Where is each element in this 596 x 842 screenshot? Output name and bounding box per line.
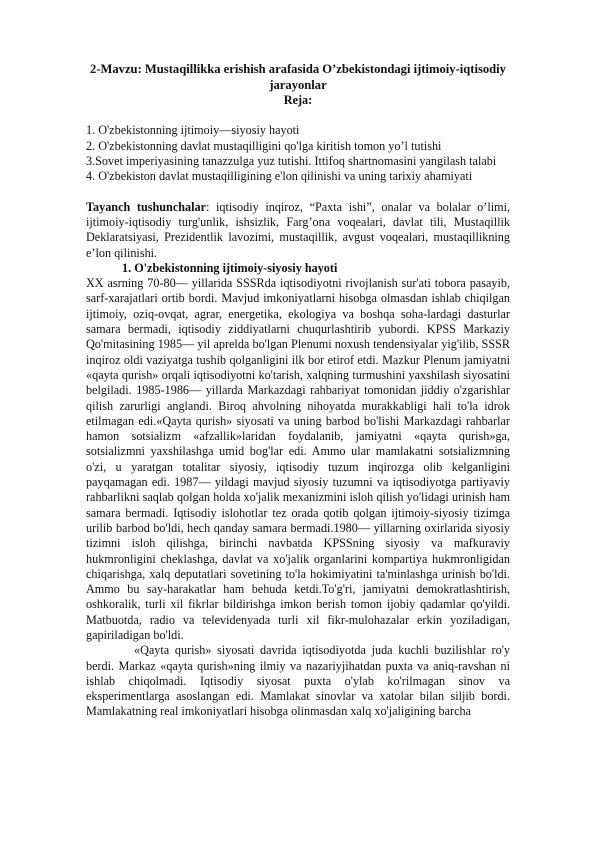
section-heading: 1. O'zbekistonning ijtimoiy-siyosiy hayoti <box>122 260 338 275</box>
key-concepts-label: Tayanch tushunchalar <box>86 199 206 214</box>
body-paragraph: XX asrning 70-80— yillarida SSSRda iqtisodiyotni rivojlanish sur'ati tobora pasayib, sarf-xarajatlari ortib bordi. Mavjud imkoniyatlarni hisobga olmasdan ishlab chiqilgan ijtimoiy, oziq-ovqat, agrar, energetika, ekologiya va boshqa soha-lardagi dasturlar samara bermadi, iqtisodiy ziddiyatlarni chuqurlashtirib yubordi. KPSS Markaziy Qo'mitasining 1985— yil aprelda bo'lgan Plenumi noxush tendensiyalar yig'ilib, SSSR inqiroz oldi vaziyatga tushib qolganligini ilk bor etirof etdi. Mazkur Plenum jamiyatni «qayta qurish» orqali iqtisodiyotni ko'tarish, xalqning turmushini yaxshilash siyosatini belgiladi. 1985-1986— yillarda Markazdagi rahbariyat tomonidan jiddiy o'zgarishlar qilish zarurligi anglandi. Biroq ahvolning nihoyatda murakkabligi hali to'la idrok etilmagan edi.«Qayta qurish» siyosati va uning barbod bo'lishi Markazdagi rahbarlar hamon sotsializm «afzallik»laridan foydalanib, jamiyatni «qayta qurish»ga, sotsializmni yaxshilashga umid bog'lar edi. Ammo ular mamlakatni sotsializmning o'zi, u yaratgan totalitar siyosiy, iqtisodiy tuzum inqirozga olib kelganligini payqamagan edi. 1987— yildagi mavjud siyosiy tuzumni va iqtisodiyotga partiyaviy rahbarlikni saqlab qolgan holda xo'jalik mexanizmini isloh qilish yo'lidagi urinish ham samara bermadi. Iqtisodiy islohotlar tez orada qotib qolgan ijtimoiy-siyosiy tizimga urilib barbod bo'ldi, hech qanday samara bermadi.1980— yillarning oxirlarida siyosiy tizimni isloh qilishga, birinchi navbatda KPSSning siyosiy va mafkuraviy hukmronligini cheklashga, davlat va xo'jalik organlarini kompartiya hukmronligidan chiqarishga, xalq deputatlari sovetining to'la hokimiyatini ta'minlashga urinish bo'ldi. Ammo bu say-harakatlar ham behuda ketdi.To'g'ri, jamiyatni demokratlashtirish, oshkoralik, turli xil fikrlar bildirishga imkon berish tomon ijobiy qadamlar qo'yildi. Matbuotda, radio va televidenyada turli xil fikr-mulohazalar erkin yoziladigan, gapiriladigan bo'ldi. <box>86 276 510 642</box>
key-concepts-text: : iqtisodiy inqiroz, “Paxta ishi”, onalar va bolalar o’limi, ijtimoiy-iqtisodiy turg'unlik, ishsizlik, Farg’ona voqealari, davlat tili, Mustaqillik Deklaratsiyasi, Prezidentlik lavozimi, mustaqillik, avgust voqealari, mustaqillikning e’lon qilinishi. <box>86 199 511 260</box>
body-paragraph: «Qayta qurish» siyosati davrida iqtisodiyotda juda kuchli buzilishlar ro'y berdi. Markaz «qayta qurish»ning ilmiy va nazariyjihatdan puxta va aniq-ravshan ni ishlab chiqolmadi. Iqtisodiy siyosat puxta o'ylab ko'rilmagan sinov va eksperimentlarga asoslangan edi. Mamlakat sinovlar va xatolar bilan siljib bordi. Mamlakatning real imkoniyatlari hisobga olinmasdan xalq xo'jaligining barcha <box>86 643 510 719</box>
plan-item: 2. O'zbekistonning davlat mustaqilligini qo'lga kiritish tomon yo’l tutishi <box>86 138 442 153</box>
lesson-title: 2-Mavzu: Mustaqillikka erishish arafasida O’zbekistondagi ijtimoiy-iqtisodiy jarayonlar <box>90 62 506 92</box>
plan-list <box>86 123 510 184</box>
plan-item: 4. O'zbekiston davlat mustaqilligining e'lon qilinishi va uning tarixiy ahamiyati <box>86 169 473 184</box>
plan-item: 1. O'zbekistonning ijtimoiy—siyosiy hayoti <box>86 123 300 138</box>
key-concepts <box>86 200 510 261</box>
plan-heading: Reja: <box>283 93 313 108</box>
document-page <box>86 62 510 720</box>
plan-item: 3.Sovet imperiyasining tanazzulga yuz tutishi. Ittifoq shartnomasini yangilash talabi <box>86 154 497 169</box>
